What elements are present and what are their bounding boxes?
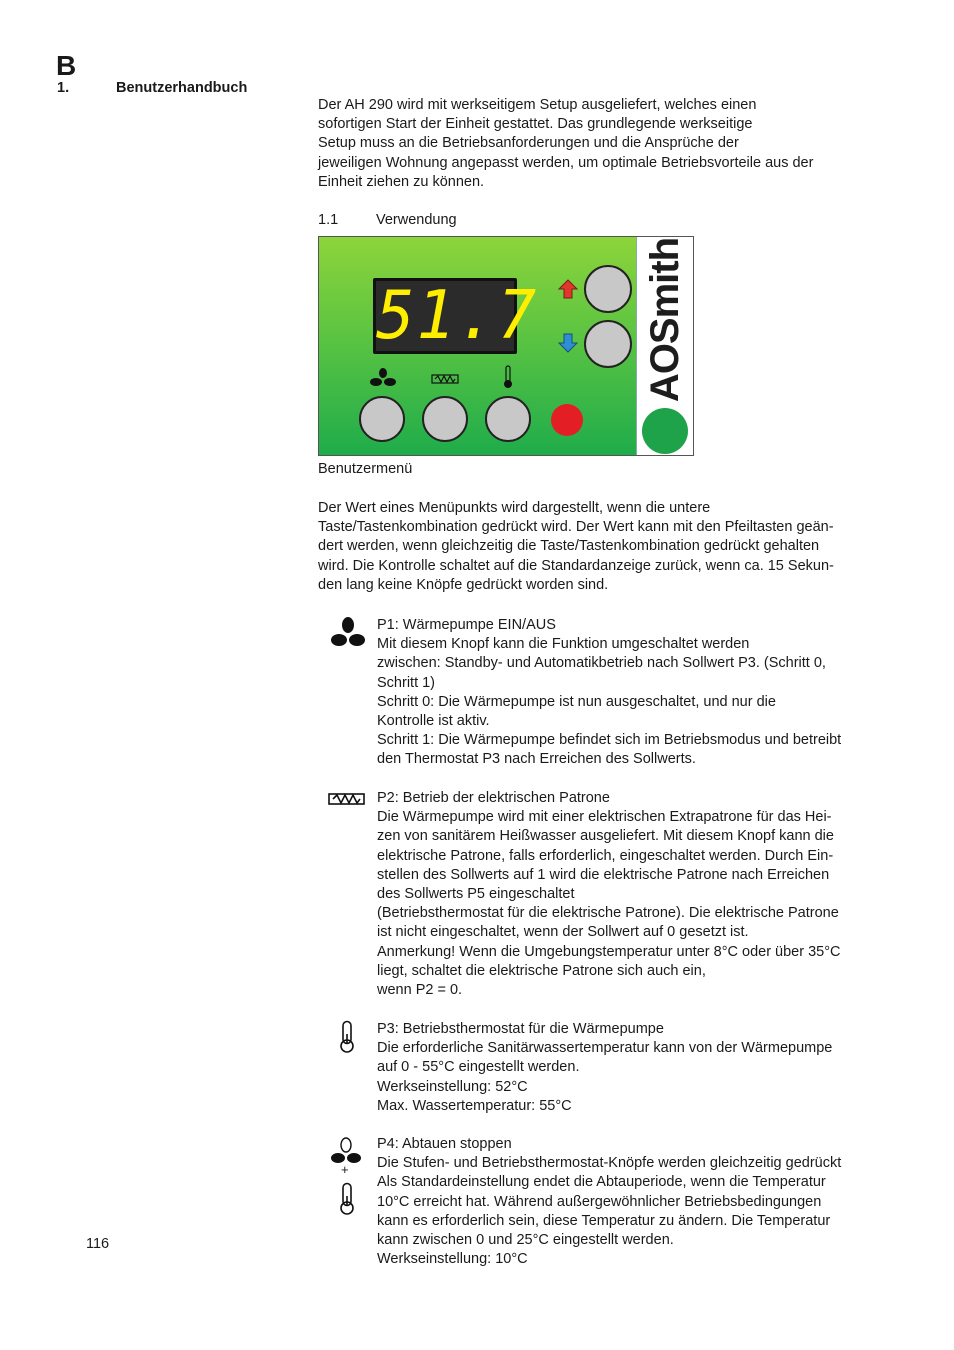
param-p2 [377, 789, 897, 1000]
arrow-up-icon [557, 278, 579, 300]
param-line: (Betriebsthermostat für die elektrische Patrone). Die elektrische Patrone [377, 905, 839, 922]
param-line: P4: Abtauen stoppen [377, 1136, 512, 1152]
up-button[interactable] [584, 265, 632, 313]
param-line: kann zwischen 0 und 25°C eingestellt werden. [377, 1232, 674, 1249]
param-p3 [377, 1020, 897, 1116]
param-line: ist nicht eingeschaltet, wenn der Sollwert auf 0 gesetzt ist. [377, 924, 749, 941]
param-line: Schritt 1) [377, 674, 436, 691]
intro-line: Einheit ziehen zu können. [318, 173, 485, 190]
intro-line: sofortigen Start der Einheit gestattet. Das grundlegende werkseitige [318, 116, 753, 133]
value-paragraph [318, 499, 898, 595]
fan-icon [370, 368, 396, 388]
param-line: des Sollwerts P5 eingeschaltet [377, 886, 575, 903]
param-line: P1: Wärmepumpe EIN/AUS [377, 617, 556, 633]
param-line: wenn P2 = 0. [377, 982, 463, 999]
control-panel [318, 236, 694, 456]
page-number: 116 [86, 1236, 110, 1252]
value-line: Der Wert eines Menüpunkts wird dargestellt, wenn die untere [318, 500, 711, 516]
param-p4 [377, 1135, 897, 1269]
param-line: elektrische Patrone, falls erforderlich, eingeschaltet werden. Durch Ein- [377, 847, 834, 864]
display-value: 51.7 [376, 277, 539, 355]
param-line: liegt, schaltet die elektrische Patrone sich auch ein, [377, 962, 706, 979]
intro-line: jeweiligen Wohnung angepasst werden, um optimale Betriebsvorteile aus der [318, 154, 814, 171]
param-line: kann es erforderlich sein, diese Temperatur zu ändern. Die Temperatur [377, 1212, 831, 1229]
panel-caption: Benutzermenü [318, 461, 413, 477]
param-line: Anmerkung! Wenn die Umgebungstemperatur unter 8°C oder über 35°C [377, 943, 841, 960]
arrow-down-icon [557, 332, 579, 354]
param-line: Werkseinstellung: 10°C [377, 1251, 528, 1268]
status-led [551, 404, 583, 436]
param-line: Schritt 0: Die Wärmepumpe ist nun ausgeschaltet, und nur die [377, 693, 776, 710]
param-line: Die erforderliche Sanitärwassertemperatur kann von der Wärmepumpe [377, 1040, 833, 1057]
chapter-letter: B [56, 50, 77, 81]
param-line: Max. Wassertemperatur: 55°C [377, 1097, 572, 1114]
thermometer-icon [338, 1020, 356, 1054]
heater-icon [431, 373, 459, 385]
param-line: Schritt 1: Die Wärmepumpe befindet sich im Betriebsmodus und betreibt [377, 732, 842, 749]
value-line: dert werden, wenn gleichzeitig die Taste/Tastenkombination gedrückt gehalten [318, 538, 820, 555]
value-line: Taste/Tastenkombination gedrückt wird. Der Wert kann mit den Pfeiltasten geän- [318, 519, 834, 536]
param-line: Als Standardeinstellung endet die Abtauperiode, wenn die Temperatur [377, 1174, 826, 1191]
param-line: Die Stufen- und Betriebsthermostat-Knöpfe werden gleichzeitig gedrückt [377, 1155, 842, 1172]
param-line: P3: Betriebsthermostat für die Wärmepumpe [377, 1021, 664, 1037]
plus-sign: + [341, 1162, 349, 1177]
param-line: zen von sanitärem Heißwasser ausgeliefert. Mit diesem Knopf kann die [377, 828, 834, 845]
logo-circle [642, 408, 688, 454]
heater-icon [328, 791, 365, 807]
section-title: Benutzerhandbuch [116, 80, 248, 96]
param-line: P2: Betrieb der elektrischen Patrone [377, 790, 610, 806]
brand-strip [636, 237, 693, 455]
param-line: Mit diesem Knopf kann die Funktion umgeschaltet werden [377, 636, 750, 653]
param-line: stellen des Sollwerts auf 1 wird die elektrische Patrone nach Erreichen [377, 866, 830, 883]
param-p1 [377, 616, 897, 770]
subsection-number: 1.1 [318, 212, 339, 228]
param-line: auf 0 - 55°C eingestellt werden. [377, 1059, 580, 1076]
heater-button[interactable] [422, 396, 468, 442]
thermostat-button[interactable] [485, 396, 531, 442]
thermometer-icon [338, 1182, 356, 1216]
thermometer-icon [502, 365, 514, 389]
fan-icon [331, 617, 365, 649]
intro-line: Der AH 290 wird mit werkseitigem Setup ausgeliefert, welches einen [318, 97, 757, 113]
fan-button[interactable] [359, 396, 405, 442]
param-line: Werkseinstellung: 52°C [377, 1078, 528, 1095]
digital-display [373, 277, 539, 355]
param-line: Die Wärmepumpe wird mit einer elektrischen Extrapatrone für das Hei- [377, 809, 832, 826]
param-line: zwischen: Standby- und Automatikbetrieb nach Sollwert P3. (Schritt 0, [377, 655, 826, 672]
param-line: Kontrolle ist aktiv. [377, 713, 490, 730]
value-line: den lang keine Knöpfe gedrückt worden sind. [318, 576, 609, 593]
intro-line: Setup muss an die Betriebsanforderungen und die Ansprüche der [318, 135, 739, 152]
brand-logo [639, 237, 691, 446]
subsection-title: Verwendung [376, 212, 457, 228]
section-number: 1. [57, 80, 70, 96]
param-line: 10°C erreicht hat. Während außergewöhnlicher Betriebsbedingungen [377, 1193, 822, 1210]
logo-text: AOSmith [642, 237, 687, 403]
intro-paragraph [318, 96, 898, 192]
down-button[interactable] [584, 320, 632, 368]
param-line: den Thermostat P3 nach Erreichen des Sollwerts. [377, 751, 696, 768]
value-line: wird. Die Kontrolle schaltet auf die Standardanzeige zurück, wenn ca. 15 Sekun- [318, 557, 834, 574]
